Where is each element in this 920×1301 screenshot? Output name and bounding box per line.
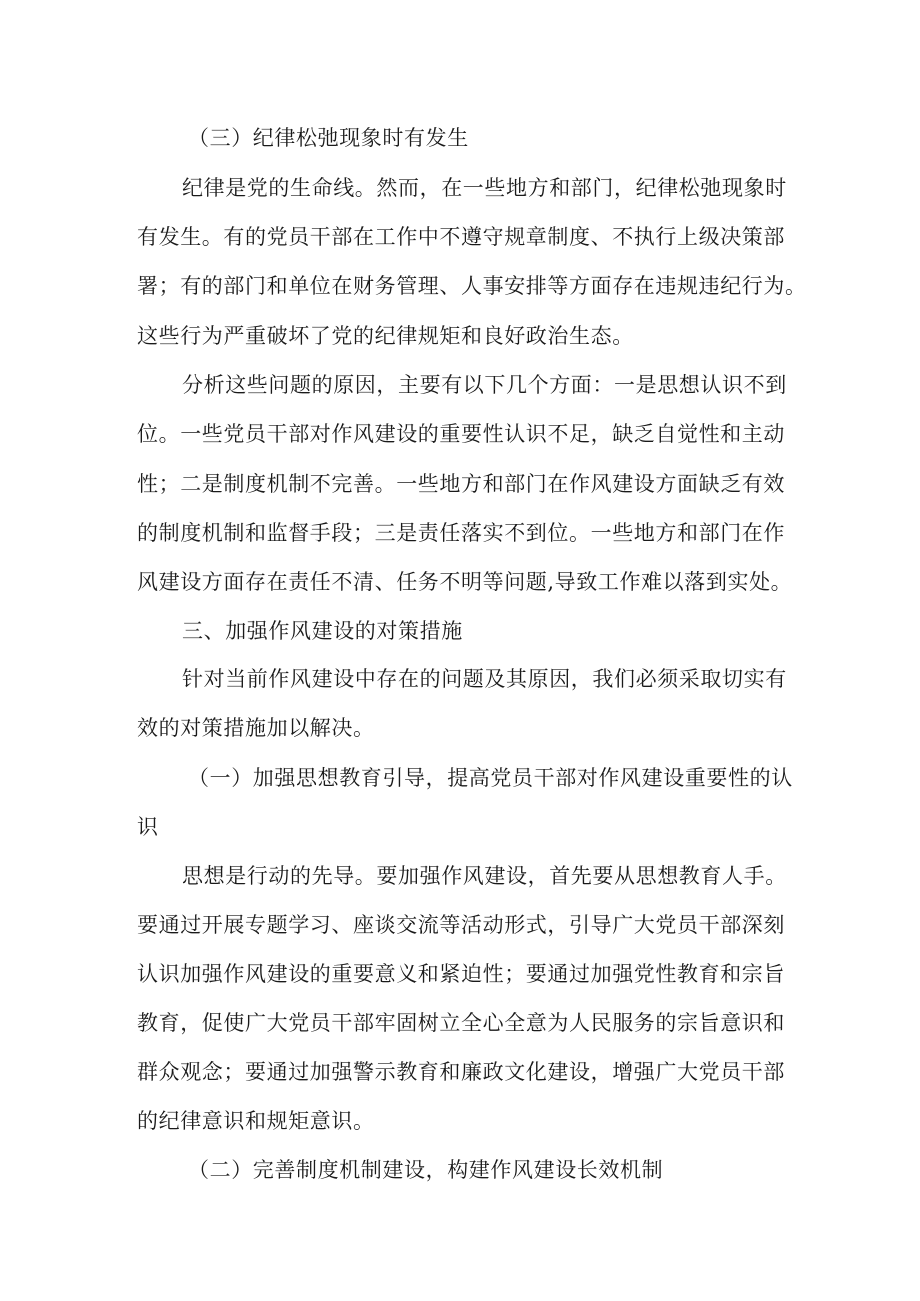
subheading-ideological-education: （一）加强思想教育引导，提高党员干部对作风建设重要性的认 [188,766,793,790]
paragraph-line: 要通过开展专题学习、座谈交流等活动形式，引导广大党员干部深刻 [137,913,785,937]
paragraph-line: 这些行为严重破坏了党的纪律规矩和良好政治生态。 [137,324,634,348]
paragraph-line: 认识加强作风建设的重要意义和紧迫性；要通过加强党性教育和宗旨 [137,962,785,986]
paragraph-line: 针对当前作风建设中存在的问题及其原因，我们必须采取切实有 [182,667,787,691]
paragraph-line: 教育，促使广大党员干部牢固树立全心全意为人民服务的宗旨意识和 [137,1011,785,1035]
paragraph-line: 思想是行动的先导。要加强作风建设，首先要从思想教育人手。 [182,864,787,888]
subheading-ideological-education-cont: 识 [137,815,159,839]
paragraph-line: 纪律是党的生命线。然而，在一些地方和部门，纪律松弛现象时 [182,176,787,200]
paragraph-line: 风建设方面存在责任不清、任务不明等问题,导致工作难以落到实处。 [137,570,793,594]
paragraph-line: 的制度机制和监督手段；三是责任落实不到位。一些地方和部门在作 [137,521,785,545]
paragraph-line: 群众观念；要通过加强警示教育和廉政文化建设，增强广大党员干部 [137,1060,785,1084]
paragraph-line: 位。一些党员干部对作风建设的重要性认识不足，缺乏自觉性和主动 [137,422,785,446]
section-heading-countermeasures: 三、加强作风建设的对策措施 [182,619,463,643]
paragraph-line: 性；二是制度机制不完善。一些地方和部门在作风建设方面缺乏有效 [137,472,785,496]
paragraph-line: 署；有的部门和单位在财务管理、人事安排等方面存在违规违纪行为。 [137,274,807,298]
paragraph-line: 效的对策措施加以解决。 [137,716,375,740]
paragraph-line: 有发生。有的党员干部在工作中不遵守规章制度、不执行上级决策部 [137,225,785,249]
heading-discipline-lax: （三）纪律松弛现象时有发生 [188,126,469,150]
subheading-institutional-mechanism: （二）完善制度机制建设，构建作风建设长效机制 [188,1158,664,1182]
paragraph-line: 的纪律意识和规矩意识。 [137,1109,375,1133]
paragraph-line: 分析这些问题的原因，主要有以下几个方面：一是思想认识不到 [182,373,787,397]
